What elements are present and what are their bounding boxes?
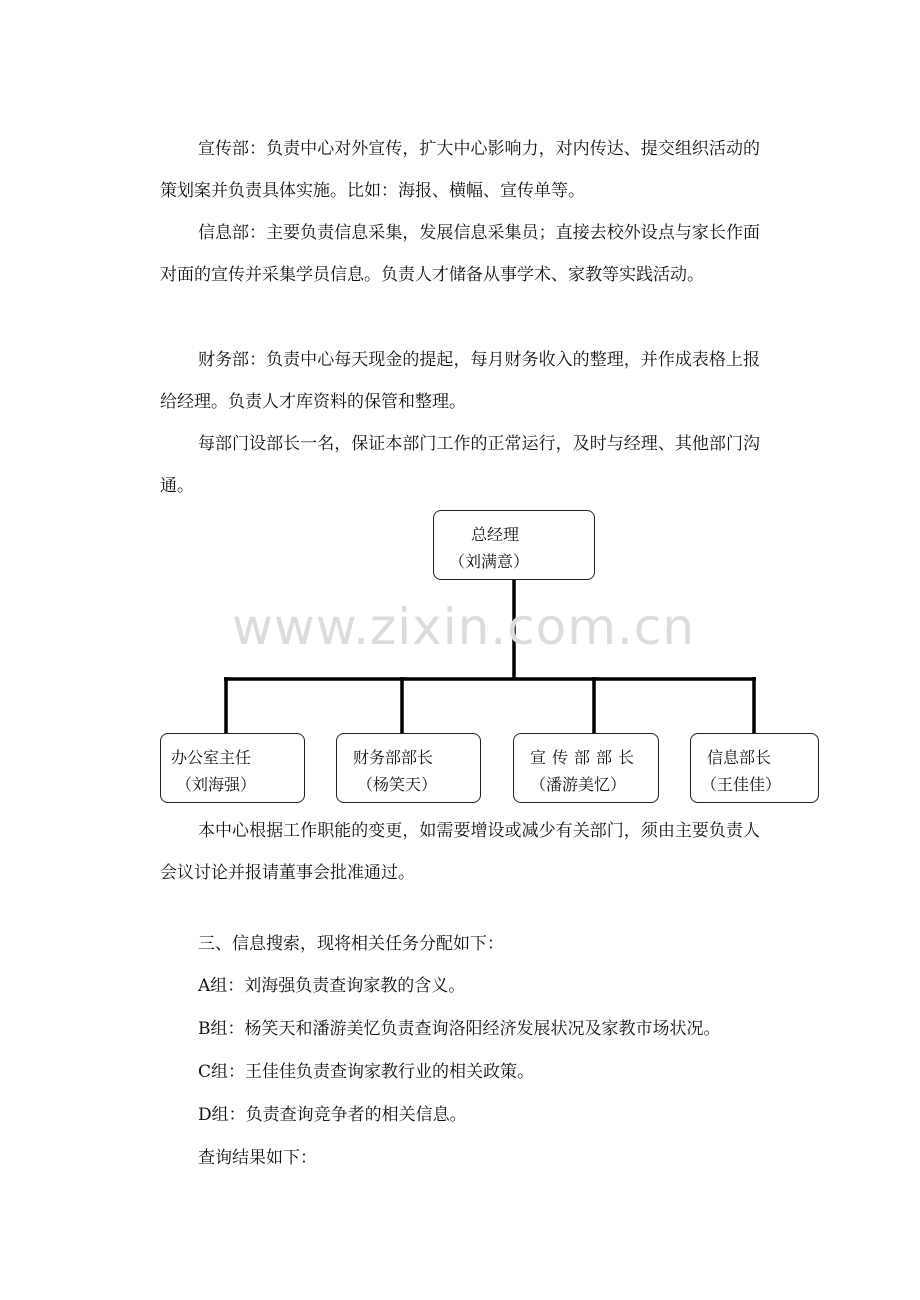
node-title: 总经理 — [471, 525, 520, 544]
node-name: （潘游美忆） — [530, 775, 627, 794]
org-node-finance-head — [336, 733, 481, 803]
node-title: 宣传部部长 — [530, 748, 641, 767]
paragraph-publicity-dept: 宣传部：负责中心对外宣传，扩大中心影响力，对内传达、提交组织活动的策划案并负责具体实施。比如：海报、横幅、宣传单等。 — [160, 139, 760, 201]
org-node-general-manager — [433, 510, 595, 580]
paragraph-dept-change: 本中心根据工作职能的变更，如需要增设或减少有关部门，须由主要负责人会议讨论并报请董事会批准通过。 — [160, 821, 760, 883]
task-item-a: A组：刘海强负责查询家教的含义。 — [198, 976, 466, 996]
node-name: （刘海强） — [176, 775, 257, 794]
paragraph-info-dept: 信息部：主要负责信息采集，发展信息采集员；直接去校外设点与家长作面对面的宣传并采集学员信息。负责人才储备从事学术、家教等实践活动。 — [160, 223, 760, 285]
node-name: （王佳佳） — [701, 775, 782, 794]
node-name: （刘满意） — [449, 552, 530, 571]
node-name: （杨笑天） — [357, 775, 438, 794]
task-item-b: B组：杨笑天和潘游美忆负责查询洛阳经济发展状况及家教市场状况。 — [198, 1019, 721, 1039]
org-node-office-director — [160, 733, 305, 803]
task-item-c: C组：王佳佳负责查询家教行业的相关政策。 — [198, 1062, 535, 1082]
node-title: 财务部部长 — [353, 748, 434, 767]
org-node-info-head — [690, 733, 819, 803]
watermark: www.zixin.com.cn — [232, 598, 696, 656]
result-label: 查询结果如下： — [198, 1148, 317, 1168]
paragraph-finance-dept: 财务部：负责中心每天现金的提起，每月财务收入的整理，并作成表格上报给经理。负责人才库资料的保管和整理。 — [160, 350, 760, 412]
node-title: 信息部长 — [707, 748, 772, 767]
section-heading: 三、信息搜索，现将相关任务分配如下： — [198, 934, 504, 954]
node-title: 办公室主任 — [171, 748, 252, 767]
task-item-d: D组：负责查询竞争者的相关信息。 — [198, 1105, 467, 1125]
org-node-publicity-head — [513, 733, 659, 803]
paragraph-dept-head: 每部门设部长一名，保证本部门工作的正常运行，及时与经理、其他部门沟通。 — [160, 434, 760, 496]
